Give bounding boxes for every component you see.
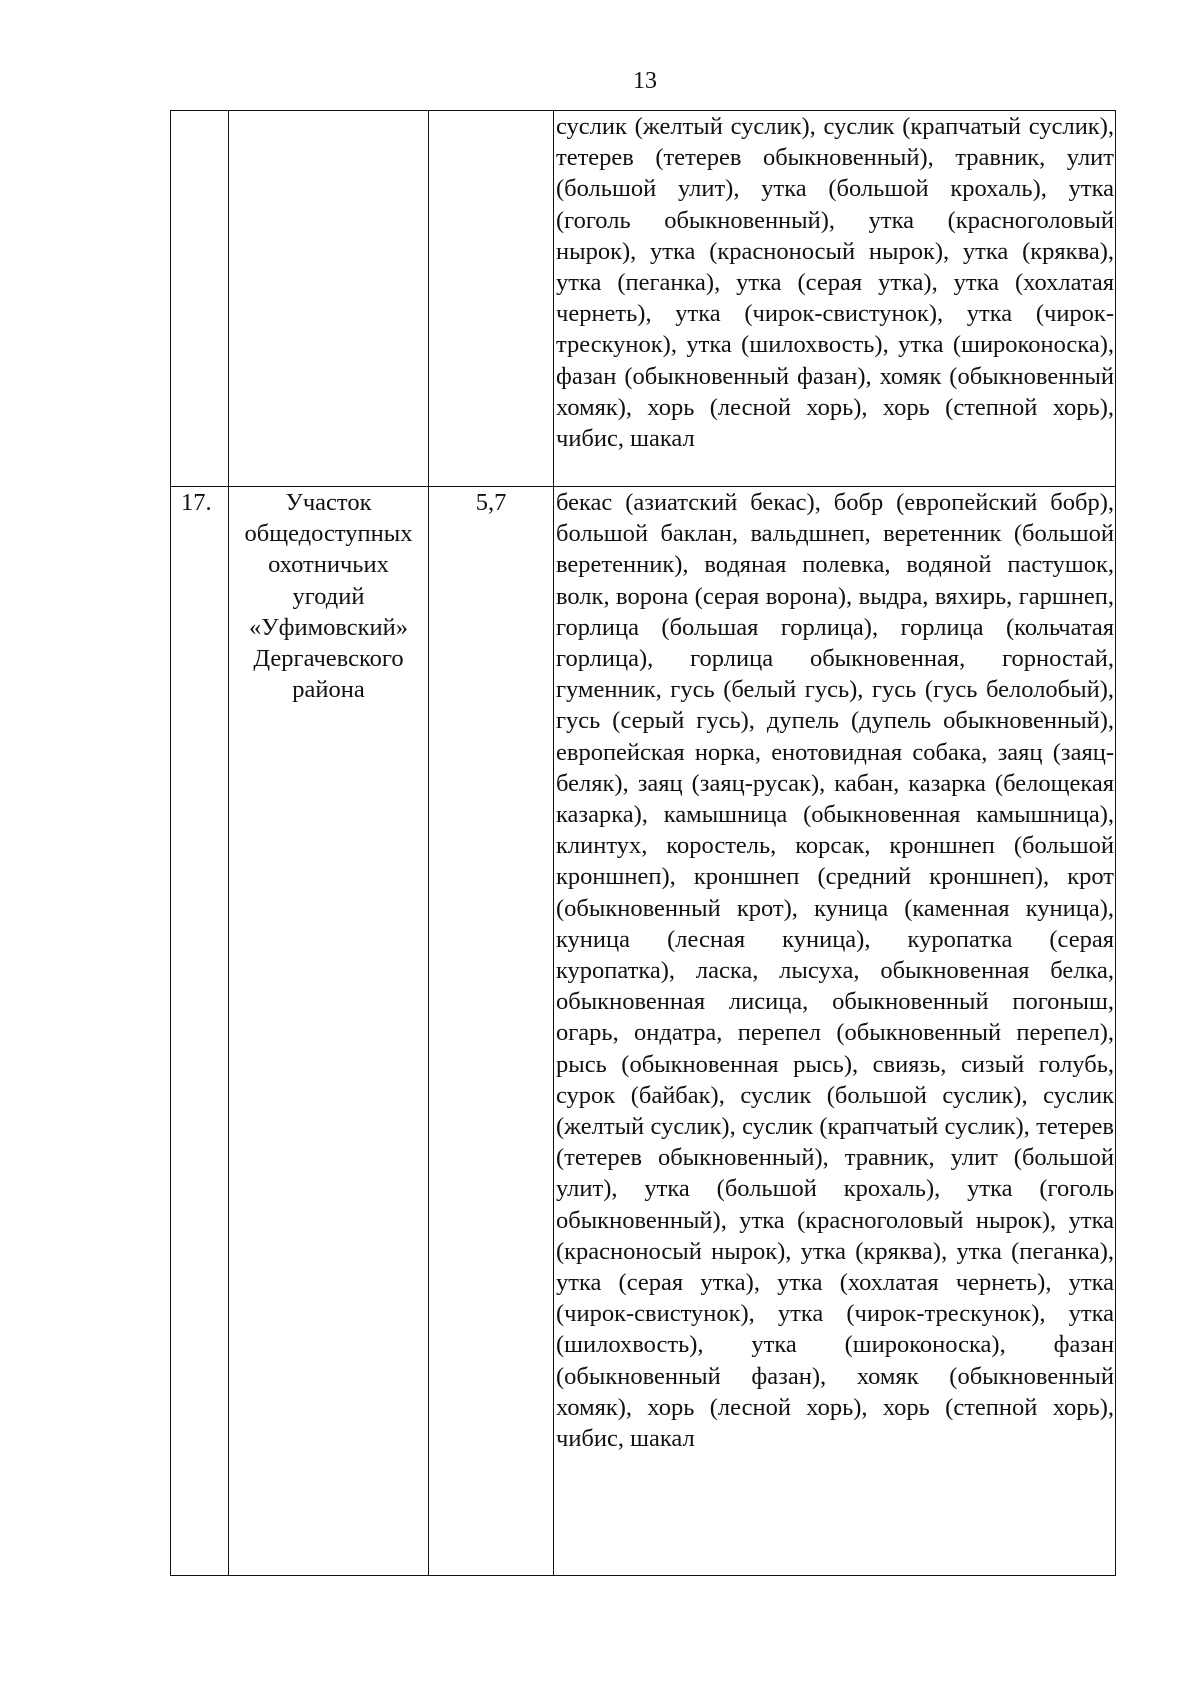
ground-name-line: Дергачевского: [253, 645, 404, 673]
table-row: [171, 487, 1116, 1576]
area-cell: 5,7: [429, 487, 554, 1576]
species-list-cell: суслик (желтый суслик), суслик (крапчатый суслик), тетерев (тетерев обыкновенный), травник, улит (большой улит), утка (большой крохаль), утка (гоголь обыкновенный), утка (красноголовый нырок), утка (красноносый нырок), утка (кряква), утка (пеганка), утка (серая утка), утка (хохлатая чернеть), утка (чирок-свистунок), утка (чирок-трескунок), утка (шилохвость), утка (широконоска), фазан (обыкновенный фазан), хомяк (обыкновенный хомяк), хорь (лесной хорь), хорь (степной хорь), чибис, шакал: [554, 111, 1116, 487]
ground-name-line: охотничьих: [268, 551, 389, 579]
hunting-grounds-table: [170, 110, 1116, 1576]
ground-name-cell: [229, 487, 429, 1576]
area-cell: [429, 111, 554, 487]
row-number-cell: 17.: [171, 487, 229, 1576]
table-row: [171, 111, 1116, 487]
ground-name-cell: [229, 111, 429, 487]
page-number: 13: [633, 68, 657, 94]
ground-name-line: общедоступных: [244, 520, 413, 548]
row-number-cell: [171, 111, 229, 487]
species-list-cell: бекас (азиатский бекас), бобр (европейский бобр), большой баклан, вальдшнеп, веретенник (большой веретенник), водяная полевка, водяной пастушок, волк, ворона (серая ворона), выдра, вяхирь, гаршнеп, горлица (большая горлица), горлица (кольчатая горлица), горлица обыкновенная, горностай, гуменник, гусь (белый гусь), гусь (гусь белолобый), гусь (серый гусь), дупель (дупель обыкновенный), европейская норка, енотовидная собака, заяц (заяц-беляк), заяц (заяц-русак), кабан, казарка (белощекая казарка), камышница (обыкновенная камышница), клинтух, коростель, корсак, кроншнеп (большой кроншнеп), кроншнеп (средний кроншнеп), крот (обыкновенный крот), куница (каменная куница), куница (лесная куница), куропатка (серая куропатка), ласка, лысуха, обыкновенная белка, обыкновенная лисица, обыкновенный погоныш, огарь, ондатра, перепел (обыкновенный перепел), рысь (обыкновенная рысь), свиязь, сизый голубь, сурок (байбак), суслик (большой суслик), суслик (желтый суслик), суслик (крапчатый суслик), тетерев (тетерев обыкновенный), травник, улит (большой улит), утка (большой крохаль), утка (гоголь обыкновенный), утка (красноголовый нырок), утка (красноносый нырок), утка (кряква), утка (пеганка), утка (серая утка), утка (хохлатая чернеть), утка (чирок-свистунок), утка (чирок-трескунок), утка (шилохвость), утка (широконоска), фазан (обыкновенный фазан), хомяк (обыкновенный хомяк), хорь (лесной хорь), хорь (степной хорь), чибис, шакал: [554, 487, 1116, 1576]
ground-name-line: угодий: [292, 582, 365, 610]
ground-name-line: «Уфимовский»: [248, 613, 408, 641]
ground-name-line: района: [292, 676, 365, 704]
ground-name-line: Участок: [285, 489, 372, 516]
